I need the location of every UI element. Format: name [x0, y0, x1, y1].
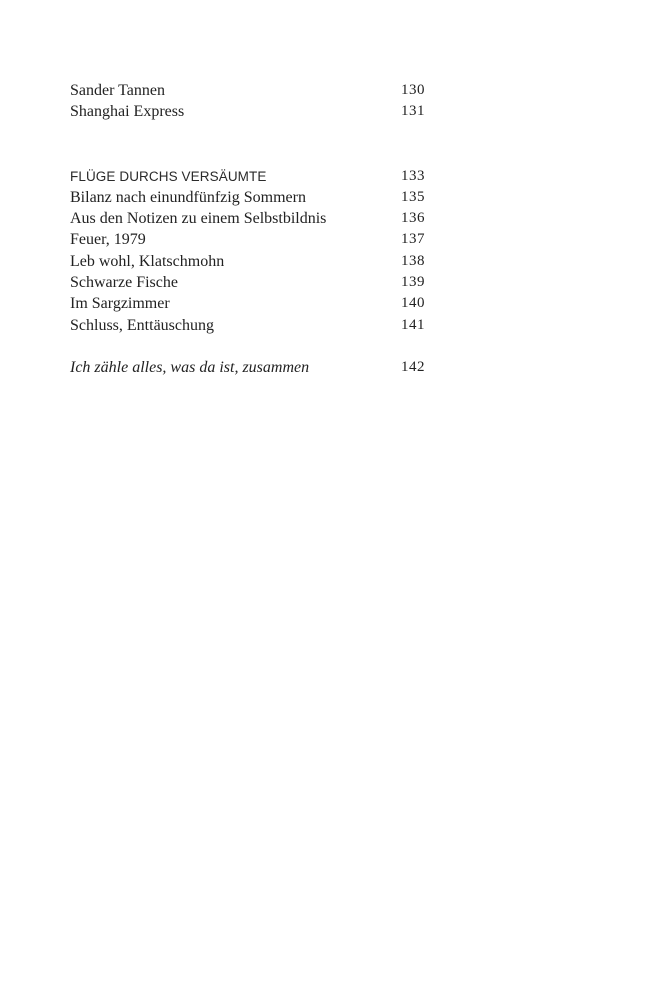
toc-entry-title: Feuer, 1979 — [70, 231, 146, 249]
toc-entry-page: 131 — [401, 103, 425, 120]
section-page: 133 — [401, 167, 425, 184]
toc-entry-title: Shanghai Express — [70, 103, 185, 121]
toc-entry — [70, 208, 430, 229]
toc-entry-title: Im Sargzimmer — [70, 295, 170, 313]
section-spacer — [70, 123, 430, 166]
toc-entry-page: 130 — [401, 82, 425, 98]
toc-entry — [70, 101, 430, 122]
toc-entry — [70, 315, 430, 336]
toc-entry-title: Aus den Notizen zu einem Selbstbildnis — [70, 210, 327, 228]
toc-entry — [70, 80, 430, 101]
toc-entry-title: Leb wohl, Klatschmohn — [70, 252, 225, 270]
toc-entry-title: Sander Tannen — [70, 82, 165, 99]
toc-entry-title: Schwarze Fische — [70, 274, 178, 292]
toc-entry — [70, 229, 430, 250]
toc-entry-page: 142 — [401, 358, 425, 375]
toc-entry-page: 137 — [401, 231, 425, 248]
toc-entry-title: Schluss, Enttäuschung — [70, 316, 214, 334]
toc-entry — [70, 293, 430, 314]
section-title: FLÜGE DURCHS VERSÄUMTE — [70, 168, 267, 184]
toc-entry-page: 136 — [401, 210, 425, 227]
toc-entry-page: 138 — [401, 252, 425, 269]
toc-entry-page: 141 — [401, 316, 425, 333]
toc-entry-title: Bilanz nach einundfünfzig Sommern — [70, 188, 306, 206]
toc-entry-page: 139 — [401, 274, 425, 291]
toc-section-heading — [70, 166, 430, 187]
toc-entry — [70, 272, 430, 293]
toc-entry-title: Ich zähle alles, was da ist, zusammen — [70, 358, 310, 376]
toc-closing-entry — [70, 357, 430, 378]
toc-entry — [70, 187, 430, 208]
toc-entry-page: 140 — [401, 295, 425, 312]
toc-entry-page: 135 — [401, 188, 425, 205]
table-of-contents — [70, 80, 430, 378]
toc-entry — [70, 251, 430, 272]
section-spacer — [70, 336, 430, 357]
